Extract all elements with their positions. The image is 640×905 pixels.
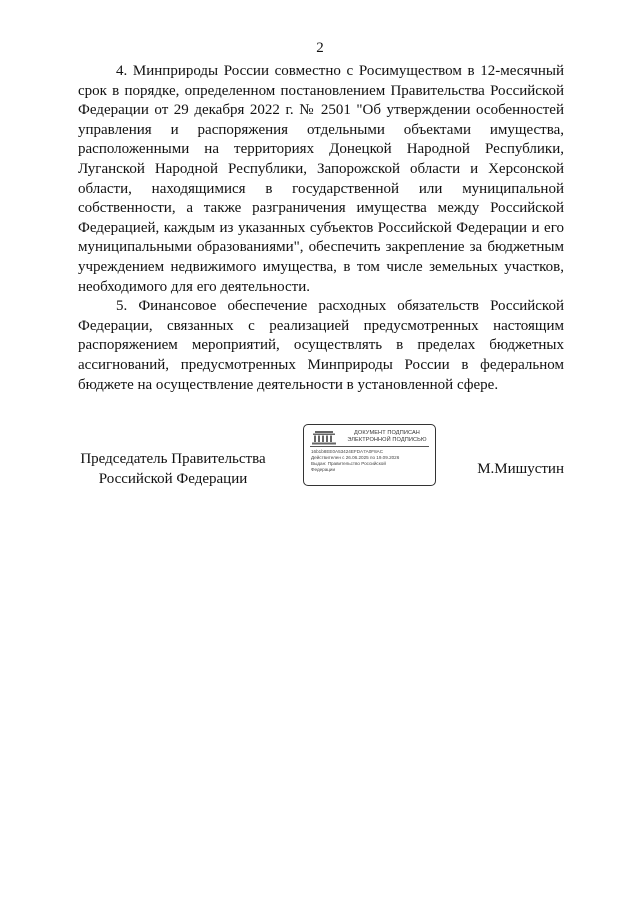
stamp-issued-to-line-2: Федерации <box>311 467 336 472</box>
stamp-validity: Действителен с 26.06.2025 по 19.09.2026 <box>311 455 400 460</box>
stamp-heading-line-1: ДОКУМЕНТ ПОДПИСАН <box>354 430 420 436</box>
paragraph-5: 5. Финансовое обеспечение расходных обязательств Российской Федерации, связанных с реализацией предусмотренных настоящим распоряжением мероприятий, осуществлять в пределах бюджетных ассигнований, предусмотренных Минприроды России в федеральном бюджете на осуществление деятельности в установленной сфере. <box>78 298 564 393</box>
page-number: 2 <box>316 40 324 56</box>
stamp-details <box>311 449 433 473</box>
stamp-divider <box>310 446 429 447</box>
stamp-heading-line-2: ЭЛЕКТРОННОЙ ПОДПИСЬЮ <box>347 436 427 443</box>
signer-title-line-2: Российской Федерации <box>98 470 248 487</box>
signer-title <box>78 450 268 489</box>
document-body <box>78 62 564 395</box>
emblem-icon <box>311 430 337 445</box>
paragraph-4: 4. Минприроды России совместно с Росимуществом в 12-месячный срок в порядке, определенном постановлением Правительства Российской Федерации от 29 декабря 2022 г. № 2501 "Об утверждении особенностей управления и распоряжения отдельными объектами имущества, расположенными на территориях Донецкой Народной Республики, Луганской Народной Республики, Запорожской области и Херсонской области, находящимися в государственной или муниципальной собственности, а также разграничения имущества между Российской Федерацией, каждым из указанных субъектов Российской Федерации и его муниципальными образованиями", обеспечить закрепление за бюджетным учреждением недвижимого имущества, в том числе земельных участков, необходимого для его деятельности. <box>78 63 564 295</box>
stamp-issued-to-line-1: Выдан: Правительство Российской <box>311 461 386 466</box>
stamp-heading <box>344 430 430 443</box>
signer-title-line-1: Председатель Правительства <box>80 451 266 467</box>
electronic-signature-stamp <box>303 424 436 486</box>
signer-name: М.Мишустин <box>477 461 564 477</box>
stamp-certificate: 16b1b8EE0A53424EFDA7A0F8AC <box>311 449 384 454</box>
